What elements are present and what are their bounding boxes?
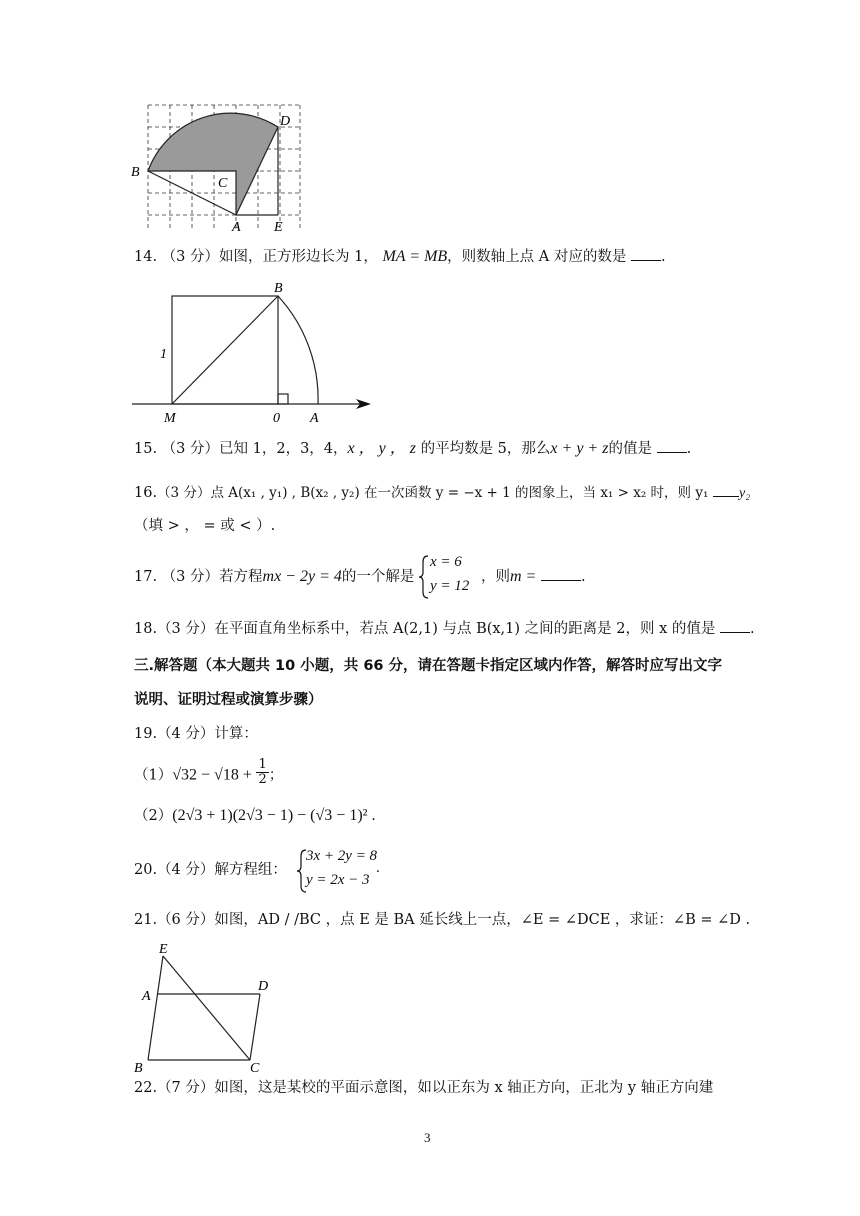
q17-system-eq1: x = 6 [430,554,462,570]
q17-brace [418,554,430,600]
question-19-part1: （1）√32 − √18 + $\frac{1}{2}$ ； [134,757,284,787]
question-20: 20.（4 分）解方程组： [134,862,287,878]
question-22: 22.（7 分）如图，这是某校的平面示意图，如以正东为 x 轴正方向，正北为 y 轴正方向建 [134,1080,714,1096]
answer-blank [541,566,581,581]
figure-21-parallelogram [128,938,288,1074]
question-16-line1: 16.（3 分）点 A(x₁ , y₁) , B(x₂ , y₂) 在一次函数 y = −x + 1 的图象上，当 x₁ > x₂ 时，则 y₁ y₂ [134,482,750,504]
question-19: 19.（4 分）计算： [134,726,258,742]
label-c: C [250,1061,260,1074]
label-b: B [134,1061,143,1074]
question-19-part2: （2）(2√3 + 1)(2√3 − 1) − (√3 − 1)² . [134,807,376,824]
section-3-heading-line1: 三.解答题（本大题共 10 小题，共 66 分，请在答题卡指定区域内作答，解答时应写出文字 [134,658,723,674]
answer-blank [720,618,750,633]
label-e: E [159,942,168,957]
label-e: E [274,220,283,234]
question-17: 17. （3 分）若方程mx − 2y = 4的一个解是 ，则m = . [134,568,586,585]
question-21: 21.（6 分）如图，AD / /BC ，点 E 是 BA 延长线上一点，∠E = ∠DCE ，求证：∠B = ∠D . [134,912,751,928]
q20-end: . [376,860,380,876]
section-3-heading-line2: 说明、证明过程或演算步骤） [134,692,323,708]
q20-system-eq2: y = 2x − 3 [306,872,370,888]
page-number: 3 [424,1130,431,1145]
label-a: A [310,411,319,426]
label-m: M [164,411,176,426]
q20-system-eq1: 3x + 2y = 8 [306,848,378,864]
figure-13-grid [128,100,308,234]
shaded-region [148,113,278,215]
label-d: D [258,979,269,994]
question-18: 18.（3 分）在平面直角坐标系中，若点 A(2,1) 与点 B(x,1) 之间的距离是 2，则 x 的值是 . [134,618,755,639]
label-b: B [274,281,283,296]
label-one: 1 [160,347,167,362]
answer-blank [631,246,661,261]
label-a: A [232,220,241,234]
label-zero: 0 [273,411,280,426]
label-c: C [218,176,228,191]
question-15: 15. （3 分）已知 1，2，3，4，x ， y ， z 的平均数是 5，那么x + y + z的值是 . [134,440,692,457]
label-a: A [142,989,151,1004]
label-b: B [131,165,140,180]
question-16-line2: （填 > ， = 或 < ）. [134,518,276,534]
answer-blank [657,438,687,453]
figure-14-number-line [128,276,378,426]
label-d: D [280,114,291,129]
q17-system-eq2: y = 12 [430,578,470,594]
answer-blank [713,482,739,497]
question-14: 14. （3 分）如图，正方形边长为 1， MA = MB，则数轴上点 A 对应的数是 . [134,248,666,265]
